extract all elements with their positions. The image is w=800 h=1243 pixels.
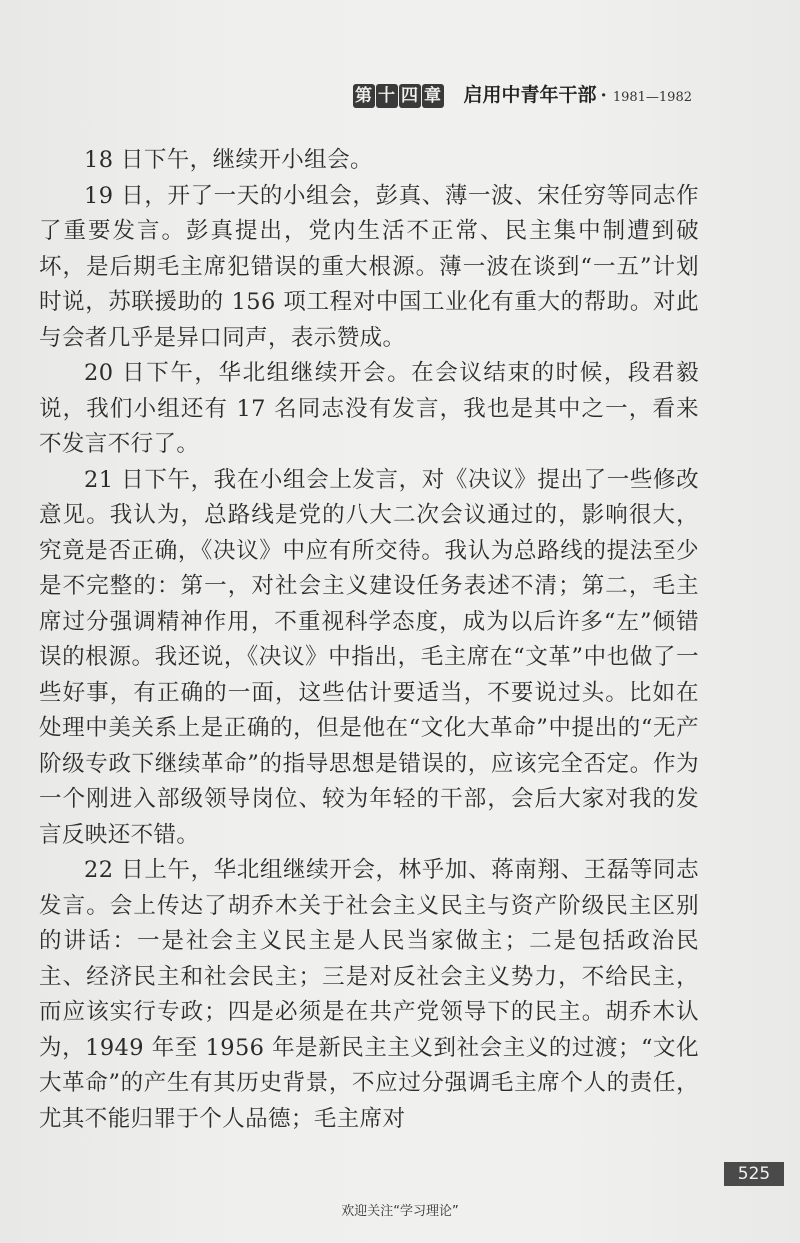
paragraph: 20 日下午，华北组继续开会。在会议结束的时候，段君毅说，我们小组还有 17 名同志没有发言，我也是其中之一，看来不发言不行了。 <box>39 360 699 457</box>
chapter-char: 四 <box>399 84 421 108</box>
footer-watermark: 欢迎关注“学习理论” <box>341 1204 459 1219</box>
chapter-char: 章 <box>422 84 444 108</box>
chapter-char: 第 <box>353 84 375 108</box>
running-header <box>353 80 692 108</box>
title-separator: · <box>600 85 607 106</box>
chapter-title: 启用中青年干部 <box>463 84 597 106</box>
page-number: 525 <box>724 1162 784 1186</box>
paragraph: 21 日下午，我在小组会上发言，对《决议》提出了一些修改意见。我认为，总路线是党的八大二次会议通过的，影响很大，究竟是否正确，《决议》中应有所交待。我认为总路线的提法至少是不完整的：第一，对社会主义建设任务表述不清；第二，毛主席过分强调精神作用，不重视科学态度，成为以后许多“左”倾错误的根源。我还说，《决议》中指出，毛主席在“文革”中也做了一些好事，有正确的一面，这些估计要适当，不要说过头。比如在处理中美关系上是正确的，但是他在“文化大革命”中提出的“无产阶级专政下继续革命”的指导思想是错误的，应该完全否定。作为一个刚进入部级领导岗位、较为年轻的干部，会后大家对我的发言反映还不错。 <box>39 466 699 848</box>
chapter-label <box>353 84 444 108</box>
chapter-years: 1981—1982 <box>612 90 692 105</box>
body-text <box>39 143 699 1137</box>
paragraph: 18 日下午，继续开小组会。 <box>84 147 373 173</box>
paragraph: 19 日，开了一天的小组会，彭真、薄一波、宋任穷等同志作了重要发言。彭真提出，党内生活不正常、民主集中制遭到破坏，是后期毛主席犯错误的重大根源。薄一波在谈到“一五”计划时说，苏联援助的 156 项工程对中国工业化有重大的帮助。对此与会者几乎是异口同声，表示赞成。 <box>39 182 699 351</box>
chapter-char: 十 <box>376 84 398 108</box>
paragraph: 22 日上午，华北组继续开会，林乎加、蒋南翔、王磊等同志发言。会上传达了胡乔木关于社会主义民主与资产阶级民主区别的讲话：一是社会主义民主是人民当家做主；二是包括政治民主、经济民主和社会民主；三是对反社会主义势力，不给民主，而应该实行专政；四是必须是在共产党领导下的民主。胡乔木认为，1949 年至 1956 年是新民主主义到社会主义的过渡；“文化大革命”的产生有其历史背景，不应过分强调毛主席个人的责任，尤其不能归罪于个人品德；毛主席对 <box>39 857 699 1132</box>
